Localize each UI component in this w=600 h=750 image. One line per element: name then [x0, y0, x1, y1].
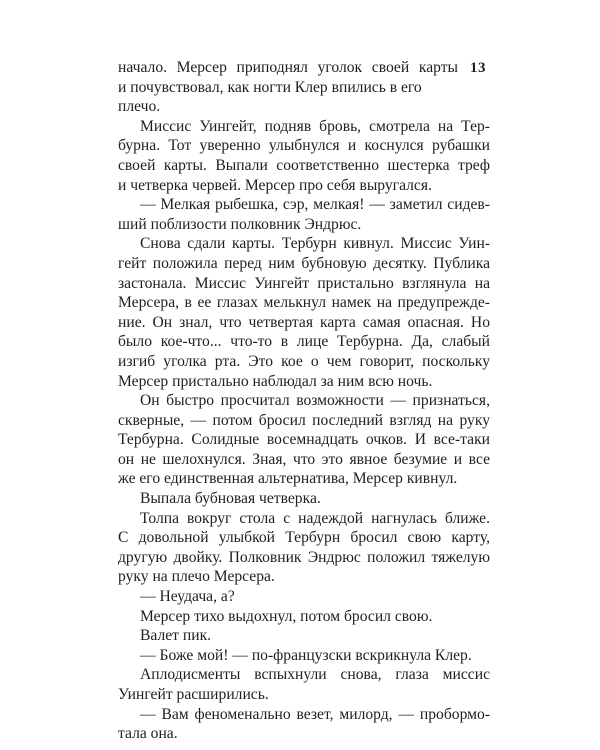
text-line: Мерсер тихо выдохнул, потом бросил свою. [140, 607, 433, 625]
text-line: плечо. [118, 98, 161, 116]
text-line: Толпа вокруг стола с надеждой нагнулась ближе. [140, 509, 490, 527]
page-number: 13 [470, 60, 486, 76]
text-line: Уингейт расширились. [118, 686, 269, 703]
text-line: Тербурна. Солидные восемнадцать очков. И все-таки [118, 431, 490, 449]
text-line: тала она. [118, 725, 178, 743]
text-line: — Неудача, а? [140, 588, 235, 606]
text-line: застонала. Миссис Уингейт пристально взглянула на [118, 274, 490, 292]
text-line: бурна. Тот уверенно улыбнулся и коснулся рубашки [118, 137, 490, 155]
text-line: он не шелохнулся. Зная, что это явное безумие и все [118, 450, 490, 468]
text-line: начало. Мерсер приподнял уголок своей карты [118, 59, 458, 76]
text-line: Выпала бубновая четверка. [140, 490, 321, 508]
text-line: Мерсер пристально наблюдал за ним всю ночь. [118, 372, 433, 390]
text-line: Валет пик. [140, 627, 212, 645]
text-line: — Вам феноменально везет, милорд, — пробормо- [140, 705, 490, 723]
text-line: своей карты. Выпали соответственно шестерка треф [118, 156, 490, 174]
text-line: же его единственная альтернатива, Мерсер кивнул. [118, 470, 458, 488]
text-line: С довольной улыбкой Тербурн бросил свою карту, [118, 529, 490, 547]
text-line: ший поблизости полковник Эндрюс. [118, 215, 362, 233]
text-line: изгиб уголка рта. Это кое о чем говорит, поскольку [118, 352, 490, 370]
text-line: Аплодисменты вспыхнули снова, глаза миссис [140, 666, 490, 684]
text-line: — Боже мой! — по-французски вскрикнула Клер. [140, 646, 472, 664]
text-line: и почувствовал, как ногти Клер впились в его [118, 78, 422, 96]
text-line: и четверка червей. Мерсер про себя выругался. [118, 176, 432, 194]
body-text [118, 58, 490, 744]
text-line: Снова сдали карты. Тербурн кивнул. Миссис Уин- [140, 235, 490, 253]
text-line: — Мелкая рыбешка, сэр, мелкая! — заметил сидев- [140, 196, 490, 214]
text-line: гейт положила перед ним бубновую десятку. Публика [118, 254, 490, 272]
text-line: было кое-что... что-то в лице Тербурна. Да, слабый [118, 333, 490, 351]
text-line: Миссис Уингейт, подняв бровь, смотрела на Тер- [140, 117, 490, 135]
text-line: руку на плечо Мерсера. [118, 568, 275, 586]
text-line: ние. Он знал, что четвертая карта самая опасная. Но [118, 313, 490, 331]
text-line: другую двойку. Полковник Эндрюс положил тяжелую [118, 548, 490, 566]
text-line: Мерсера, в ее глазах мелькнул намек на предупрежде- [118, 294, 490, 312]
text-line: скверные, — потом бросил последний взгляд на руку [118, 411, 490, 429]
text-line: Он быстро просчитал возможности — признаться, [140, 392, 490, 410]
